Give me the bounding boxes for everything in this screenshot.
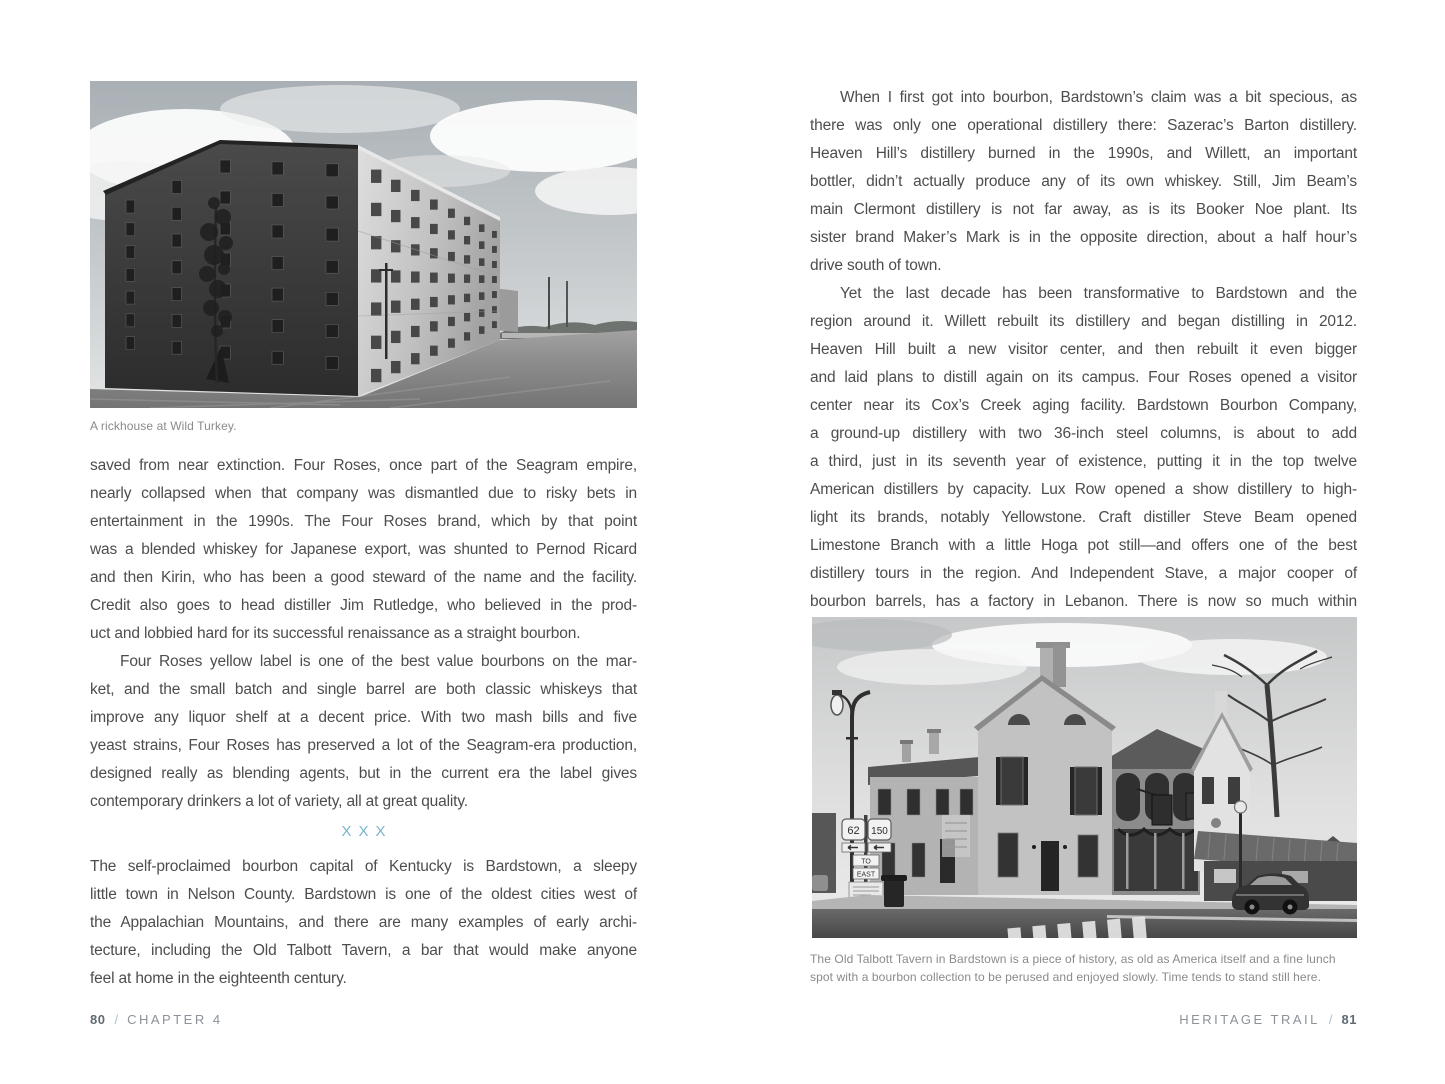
text-line: little town in Nelson County. Bardstown is one of the oldest cities west of — [90, 886, 637, 903]
text-line: main Clermont distillery is not far away, as is its Booker Noe plant. Its — [810, 201, 1357, 218]
text-line: When I first got into bourbon, Bardstown’s claim was a bit specious, as — [840, 89, 1357, 106]
text-line: a ground-up distillery with two 36-inch steel columns, is about to add — [810, 425, 1357, 442]
tavern-caption — [810, 950, 1370, 986]
text-line: tecture, including the Old Talbott Tavern, a bar that would make anyone — [90, 942, 637, 959]
page-number-left: 80 — [90, 1012, 106, 1027]
text-line: spot with a bourbon collection to be perused and enjoyed slowly. Time tends to stand still here. — [810, 970, 1322, 984]
text-line: saved from near extinction. Four Roses, once part of the Seagram empire, — [90, 457, 637, 474]
paragraph-bardstown-transformation — [810, 280, 1357, 616]
tavern-photo-illustration — [812, 617, 1357, 938]
trash-bin — [881, 875, 907, 907]
text-line: and laid plans to distill again on its campus. Four Roses opened a visitor — [810, 369, 1357, 386]
text-line: sister brand Maker’s Mark is in the opposite direction, about a half hour’s — [810, 229, 1357, 246]
section-label: HERITAGE TRAIL — [1179, 1012, 1320, 1027]
ghost-sign — [942, 815, 970, 857]
paragraph-four-roses-value — [90, 648, 637, 816]
rickhouse-caption: A rickhouse at Wild Turkey. — [90, 419, 237, 433]
text-line: Heaven Hill’s distillery burned in the 1990s, and Willett, an important — [810, 145, 1357, 162]
right-page-body — [810, 84, 1357, 616]
text-line: distillery tours in the region. And Independent Stave, a major cooper of — [810, 565, 1357, 582]
rickhouse-photo-illustration — [90, 81, 637, 408]
paragraph-bardstown-intro — [90, 853, 637, 993]
text-line: the Appalachian Mountains, and there are many examples of early archi- — [90, 914, 637, 931]
text-line: center near its Cox’s Creek aging facility. Bardstown Bourbon Company, — [810, 397, 1357, 414]
left-page-body — [90, 452, 637, 993]
text-line: light its brands, notably Yellowstone. Craft distiller Steve Beam opened — [810, 509, 1357, 526]
text-line: entertainment in the 1990s. The Four Roses brand, which by that point — [90, 513, 637, 530]
paragraph-four-roses-rescue — [90, 452, 637, 648]
text-line: bourbon barrels, has a factory in Lebanon. There is now so much within — [810, 593, 1357, 610]
text-line: Credit also goes to head distiller Jim Rutledge, who believed in the prod- — [90, 597, 637, 614]
text-line: improve any liquor shelf at a decent price. With two mash bills and five — [90, 709, 637, 726]
page-number-right: 81 — [1341, 1012, 1357, 1027]
text-line: The Old Talbott Tavern in Bardstown is a piece of history, as old as America itself and a fine lunch — [810, 952, 1336, 966]
right-page-footer — [1179, 1012, 1357, 1027]
text-line: uct and lobbied hard for its successful renaissance as a straight bourbon. — [90, 625, 581, 642]
text-line: was a blended whiskey for Japanese export, was shunted to Pernod Ricard — [90, 541, 637, 558]
left-background-structures — [812, 813, 836, 893]
route-62-sign-text: 62 — [847, 825, 860, 837]
footer-separator-left: / — [114, 1012, 119, 1027]
text-line: The self-proclaimed bourbon capital of Kentucky is Bardstown, a sleepy — [90, 858, 637, 875]
text-line: designed really as blending agents, but in the current era the label gives — [90, 765, 637, 782]
text-line: Limestone Branch with a little Hoga pot still—and offers one of the best — [810, 537, 1357, 554]
text-line: and then Kirin, who has been a good steward of the name and the facility. — [90, 569, 637, 586]
text-line: nearly collapsed when that company was dismantled due to risky bets in — [90, 485, 637, 502]
text-line: Yet the last decade has been transformative to Bardstown and the — [840, 285, 1357, 302]
text-line: region around it. Willett rebuilt its distillery and began distilling in 2012. — [810, 313, 1357, 330]
left-page-footer — [90, 1012, 223, 1027]
chapter-label: CHAPTER 4 — [127, 1012, 223, 1027]
section-divider: XXX — [341, 823, 393, 840]
route-150-sign-text: 150 — [871, 826, 888, 837]
text-line: American distillers by capacity. Lux Row opened a show distillery to high- — [810, 481, 1357, 498]
to-sign-text: TO — [861, 858, 871, 866]
text-line: a third, just in its seventh year of existence, putting it in the top twelve — [810, 453, 1357, 470]
paragraph-bardstown-specious — [810, 84, 1357, 280]
text-line: feel at home in the eighteenth century. — [90, 970, 347, 987]
rickhouse-photo — [90, 81, 637, 408]
text-line: Four Roses yellow label is one of the best value bourbons on the mar- — [120, 653, 637, 670]
east-sign-text: EAST — [856, 871, 876, 879]
tavern-photo — [812, 617, 1357, 938]
footer-separator-right: / — [1328, 1012, 1333, 1027]
text-line: drive south of town. — [810, 257, 942, 274]
text-line: Heaven Hill built a new visitor center, and then rebuilt it even bigger — [810, 341, 1357, 358]
text-line: there was only one operational distillery there: Sazerac’s Barton distillery. — [810, 117, 1357, 134]
text-line: bottler, didn’t actually produce any of its own whiskey. Still, Jim Beam’s — [810, 173, 1357, 190]
text-line: yeast strains, Four Roses has preserved a lot of the Seagram-era production, — [90, 737, 637, 754]
text-line: ket, and the small batch and single barrel are both classic whiskeys that — [90, 681, 637, 698]
text-line: contemporary drinkers a lot of variety, all at great quality. — [90, 793, 468, 810]
